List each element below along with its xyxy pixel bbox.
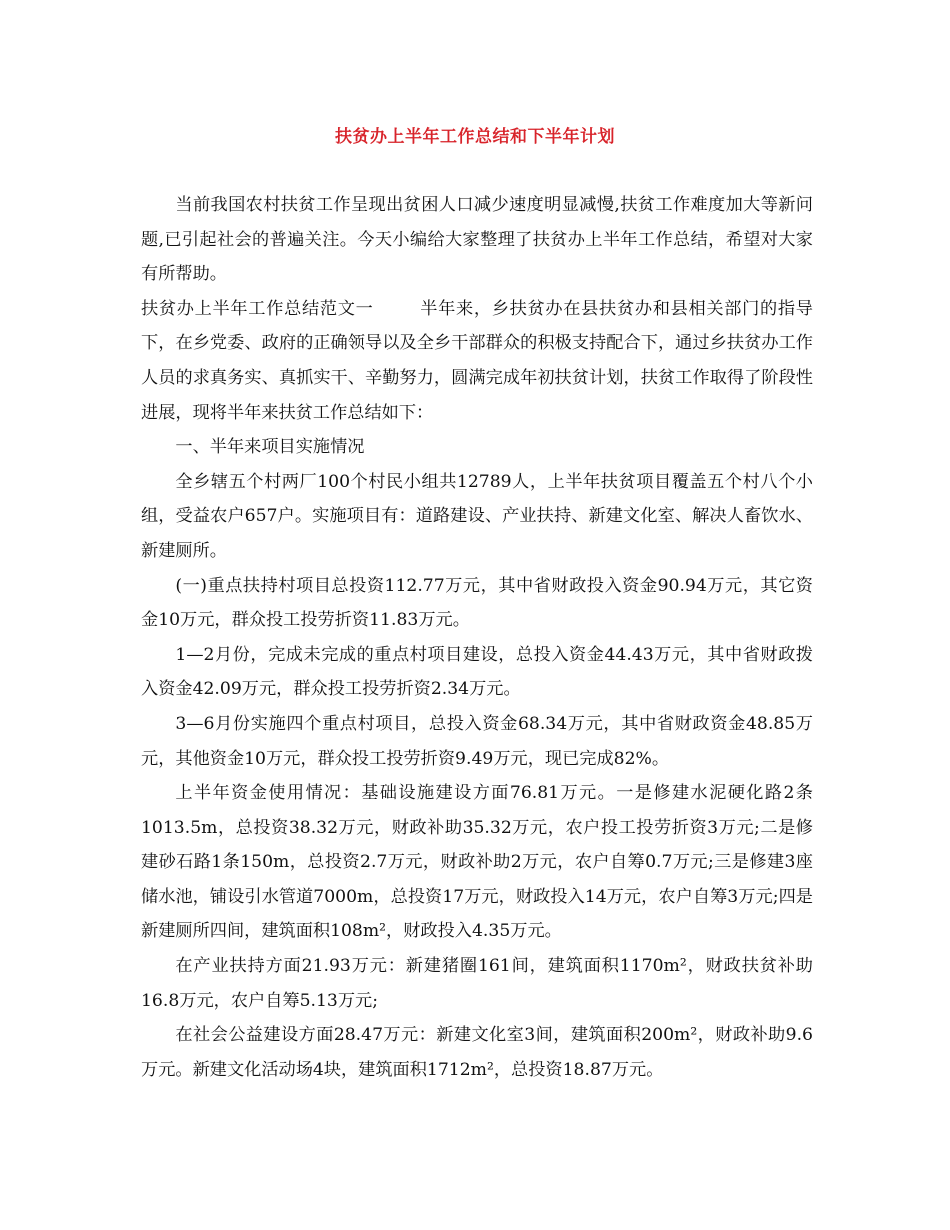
body-paragraph-public-welfare: 在社会公益建设方面28.47万元：新建文化室3间，建筑面积200m²，财政补助9.6万元。新建文化活动场4块，建筑面积1712m²，总投资18.87万元。 xyxy=(141,1025,813,1080)
body-paragraph-jan-feb: 1—2月份，完成未完成的重点村项目建设，总投入资金44.43万元，其中省财政拨入资金42.09万元，群众投工投劳折资2.34万元。 xyxy=(141,644,813,700)
body-paragraph-industry: 在产业扶持方面21.93万元：新建猪圈161间，建筑面积1170m²，财政扶贫补助16.8万元，农户自筹5.13万元; xyxy=(141,956,813,1011)
intro-paragraph: 当前我国农村扶贫工作呈现出贫困人口减少速度明显减慢,扶贫工作难度加大等新问题,已引起社会的普遍关注。今天小编给大家整理了扶贫办上半年工作总结，希望对大家有所帮助。 xyxy=(141,195,813,285)
document-title: 扶贫办上半年工作总结和下半年计划 xyxy=(335,127,615,147)
body-paragraph-key-villages: (一)重点扶持村项目总投资112.77万元，其中省财政投入资金90.94万元，其它资金10万元，群众投工投劳折资11.83万元。 xyxy=(141,575,813,631)
section-heading: 一、半年来项目实施情况 xyxy=(175,437,365,458)
body-paragraph-coverage: 全乡辖五个村两厂100个村民小组共12789人，上半年扶贫项目覆盖五个村八个小组，受益农户657户。实施项目有：道路建设、产业扶持、新建文化室、解决人畜饮水、新建厕所。 xyxy=(141,471,813,561)
body-paragraph-infrastructure: 上半年资金使用情况：基础设施建设方面76.81万元。一是修建水泥硬化路2条1013.5m，总投资38.32万元，财政补助35.32万元，农户投工投劳折资3万元;二是修建砂石路1条150m，总投资2.7万元，财政补助2万元，农户自筹0.7万元;三是修建3座储水池，铺设引水管道7000m，总投资17万元，财政投入14万元，农户自筹3万元;四是新建厕所四间，建筑面积108m²，财政投入4.35万元。 xyxy=(141,783,813,942)
document-body xyxy=(141,188,813,1087)
body-paragraph-mar-jun: 3—6月份实施四个重点村项目，总投入资金68.34万元，其中省财政资金48.85万元，其他资金10万元，群众投工投劳折资9.49万元，现已完成82%。 xyxy=(141,713,813,769)
sample-intro: 半年来，乡扶贫办在县扶贫办和县相关部门的指导下，在乡党委、政府的正确领导以及全乡干部群众的积极支持配合下，通过乡扶贫办工作人员的求真务实、真抓实干、辛勤努力，圆满完成年初扶贫计划，扶贫工作取得了阶段性进展，现将半年来扶贫工作总结如下： xyxy=(141,298,813,423)
sample-heading: 扶贫办上半年工作总结范文一 xyxy=(141,298,374,319)
sample-paragraph xyxy=(141,292,813,430)
